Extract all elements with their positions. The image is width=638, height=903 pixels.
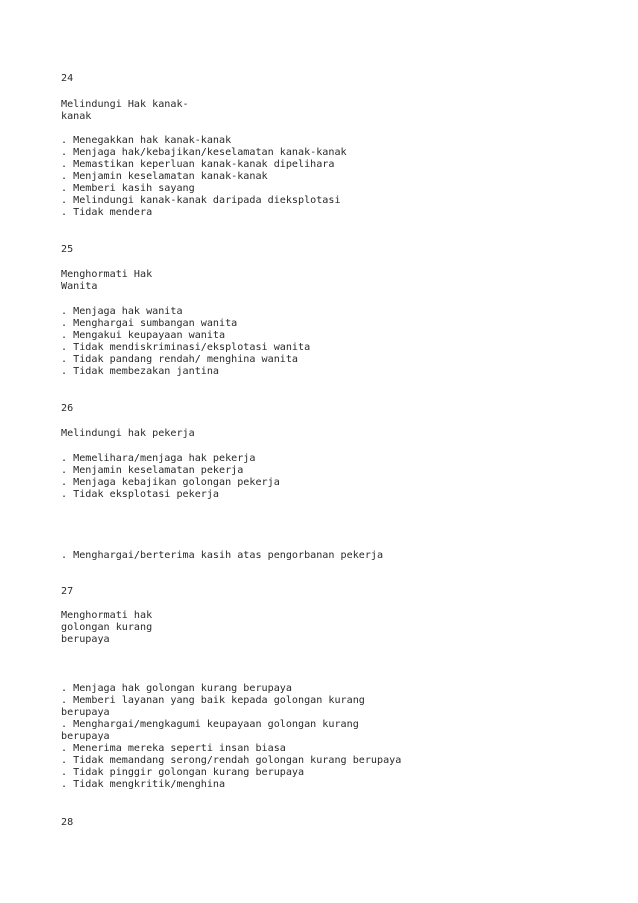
list-item: . Menjaga hak/kebajikan/keselamatan kanak-kanak <box>61 147 347 158</box>
list-item: . Menjamin keselamatan pekerja <box>61 465 244 476</box>
section-number-27: 27 <box>61 586 74 597</box>
list-item: berupaya <box>61 731 110 742</box>
list-item: . Tidak memandang serong/rendah golongan kurang berupaya <box>61 755 402 766</box>
list-item: . Menghargai/berterima kasih atas pengorbanan pekerja <box>61 550 384 561</box>
list-item: . Tidak membezakan jantina <box>61 366 220 377</box>
section-number-24: 24 <box>61 73 74 84</box>
section-title-25-line-2: Wanita <box>61 281 98 292</box>
list-item: . Menjaga kebajikan golongan pekerja <box>61 477 280 488</box>
list-item: . Memberi kasih sayang <box>61 183 195 194</box>
list-item: . Tidak mengkritik/menghina <box>61 779 226 790</box>
list-item: . Menghargai/mengkagumi keupayaan golongan kurang <box>61 719 359 730</box>
list-item: . Melindungi kanak-kanak daripada dieksplotasi <box>61 195 341 206</box>
list-item: berupaya <box>61 707 110 718</box>
section-title-26-line-1: Melindungi hak pekerja <box>61 428 195 439</box>
list-item: . Menjamin keselamatan kanak-kanak <box>61 171 268 182</box>
list-item: . Mengakui keupayaan wanita <box>61 330 226 341</box>
section-title-27-line-2: golongan kurang <box>61 622 153 633</box>
list-item: . Tidak pandang rendah/ menghina wanita <box>61 354 299 365</box>
section-title-27-line-3: berupaya <box>61 634 110 645</box>
list-item: . Menjaga hak golongan kurang berupaya <box>61 683 292 694</box>
section-title-25-line-1: Menghormati Hak <box>61 269 153 280</box>
section-number-28: 28 <box>61 817 74 828</box>
list-item: . Tidak mendiskriminasi/eksplotasi wanita <box>61 342 311 353</box>
list-item: . Menjaga hak wanita <box>61 306 183 317</box>
list-item: . Menegakkan hak kanak-kanak <box>61 135 232 146</box>
list-item: . Tidak pinggir golongan kurang berupaya <box>61 767 305 778</box>
list-item: . Memastikan keperluan kanak-kanak dipelihara <box>61 159 335 170</box>
list-item: . Menghargai sumbangan wanita <box>61 318 238 329</box>
list-item: . Memberi layanan yang baik kepada golongan kurang <box>61 695 365 706</box>
section-title-27-line-1: Menghormati hak <box>61 610 153 621</box>
list-item: . Tidak mendera <box>61 207 153 218</box>
list-item: . Tidak eksplotasi pekerja <box>61 489 220 500</box>
section-title-24-line-2: kanak <box>61 111 92 122</box>
section-number-26: 26 <box>61 403 74 414</box>
section-number-25: 25 <box>61 244 74 255</box>
section-title-24-line-1: Melindungi Hak kanak- <box>61 99 189 110</box>
list-item: . Menerima mereka seperti insan biasa <box>61 743 286 754</box>
list-item: . Memelihara/menjaga hak pekerja <box>61 453 256 464</box>
